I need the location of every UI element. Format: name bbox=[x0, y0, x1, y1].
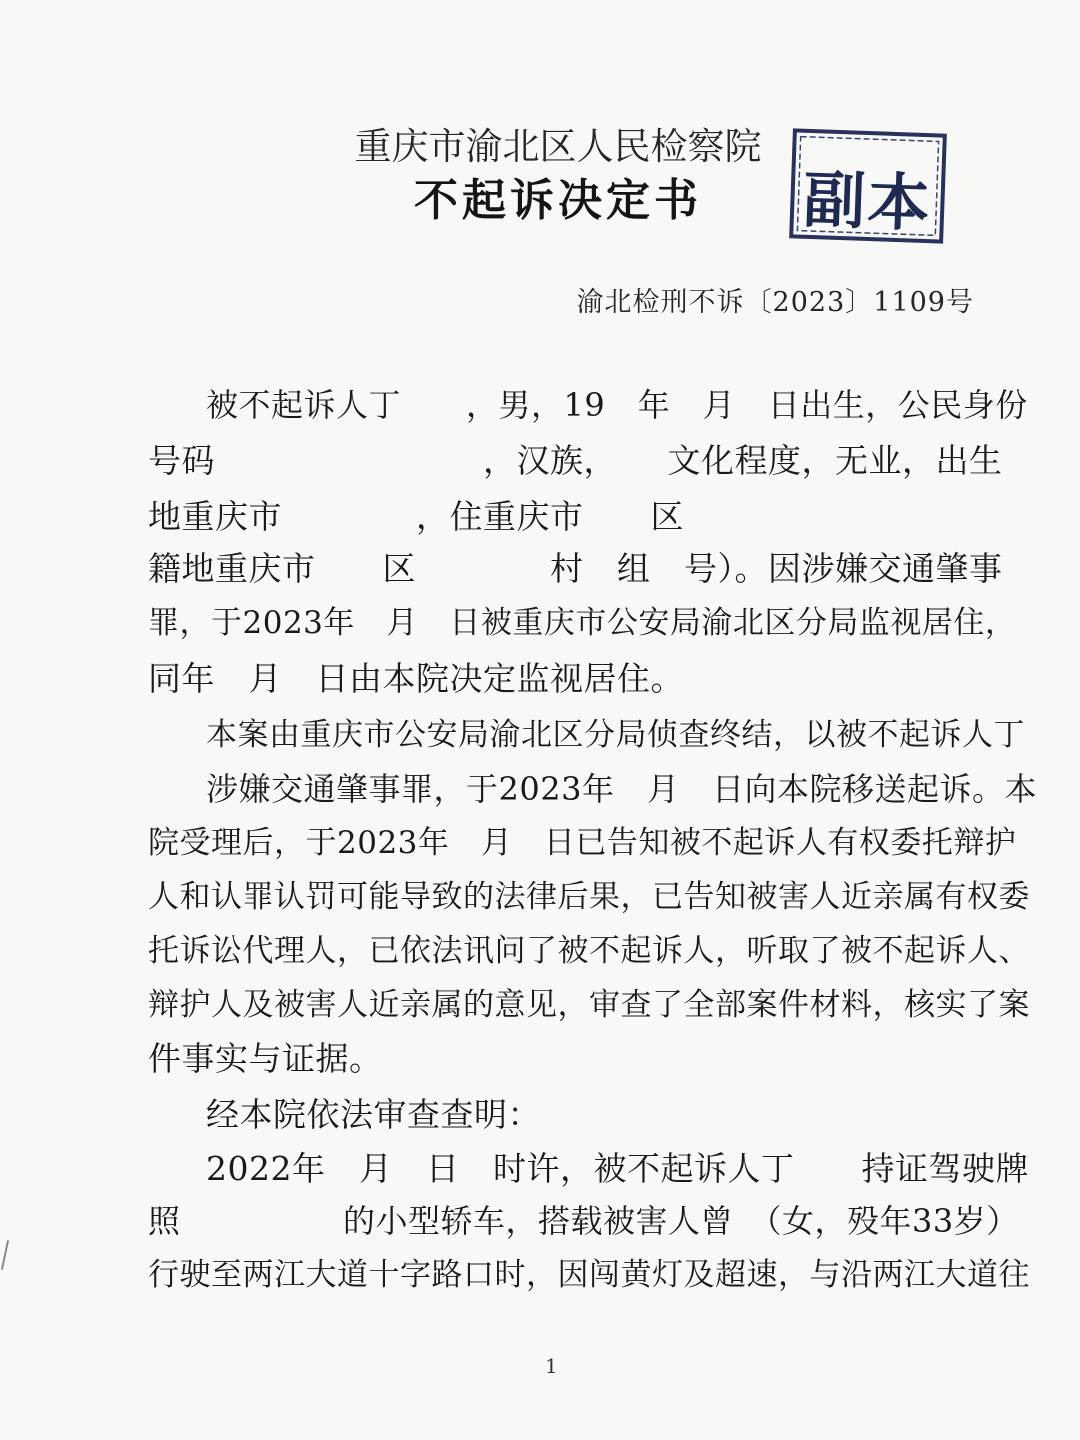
body-line: 籍地重庆市 区 村 组 号）。因涉嫌交通肇事 bbox=[148, 549, 1003, 588]
organization-name: 重庆市渝北区人民检察院 bbox=[354, 125, 762, 168]
body-line: 人和认罪认罚可能导致的法律后果，已告知被害人近亲属有权委 bbox=[148, 879, 1030, 915]
body-line: 本案由重庆市公安局渝北区分局侦查终结，以被不起诉人丁 bbox=[206, 717, 1025, 753]
body-line: 2022年 月 日 时许，被不起诉人丁 持证驾驶牌 bbox=[206, 1149, 1029, 1188]
body-line: 涉嫌交通肇事罪，于2023年 月 日向本院移送起诉。本 bbox=[206, 770, 1037, 808]
body-line: 地重庆市 ，住重庆市 区 bbox=[148, 497, 684, 536]
scan-edge-mark bbox=[1, 1240, 9, 1270]
body-line: 辩护人及被害人近亲属的意见，审查了全部案件材料，核实了案 bbox=[148, 987, 1030, 1023]
body-line: 行驶至两江大道十字路口时，因闯黄灯及超速，与沿两江大道往 bbox=[148, 1257, 1030, 1293]
page-number: 1 bbox=[545, 1354, 558, 1378]
body-line: 照 的小型轿车，搭载被害人曾 （女，殁年33岁） bbox=[148, 1202, 1019, 1240]
body-line: 号码 ，汉族， 文化程度，无业，出生 bbox=[148, 441, 1003, 480]
stamp-text: 副本 bbox=[802, 162, 933, 241]
body-line: 件事实与证据。 bbox=[148, 1039, 383, 1078]
copy-stamp bbox=[788, 127, 948, 244]
body-line: 被不起诉人丁 ，男，19 年 月 日出生，公民身份 bbox=[206, 386, 1028, 424]
body-line: 罪，于2023年 月 日被重庆市公安局渝北区分局监视居住， bbox=[148, 605, 1017, 641]
body-line: 托诉讼代理人，已依法讯问了被不起诉人，听取了被不起诉人、 bbox=[148, 933, 1030, 969]
body-line: 院受理后，于2023年 月 日已告知被不起诉人有权委托辩护 bbox=[148, 825, 1017, 861]
body-line: 经本院依法审查查明： bbox=[206, 1095, 541, 1134]
document-title: 不起诉决定书 bbox=[414, 175, 702, 226]
body-line: 同年 月 日由本院决定监视居住。 bbox=[148, 659, 684, 698]
document-number: 渝北检刑不诉〔2023〕1109号 bbox=[576, 287, 974, 318]
